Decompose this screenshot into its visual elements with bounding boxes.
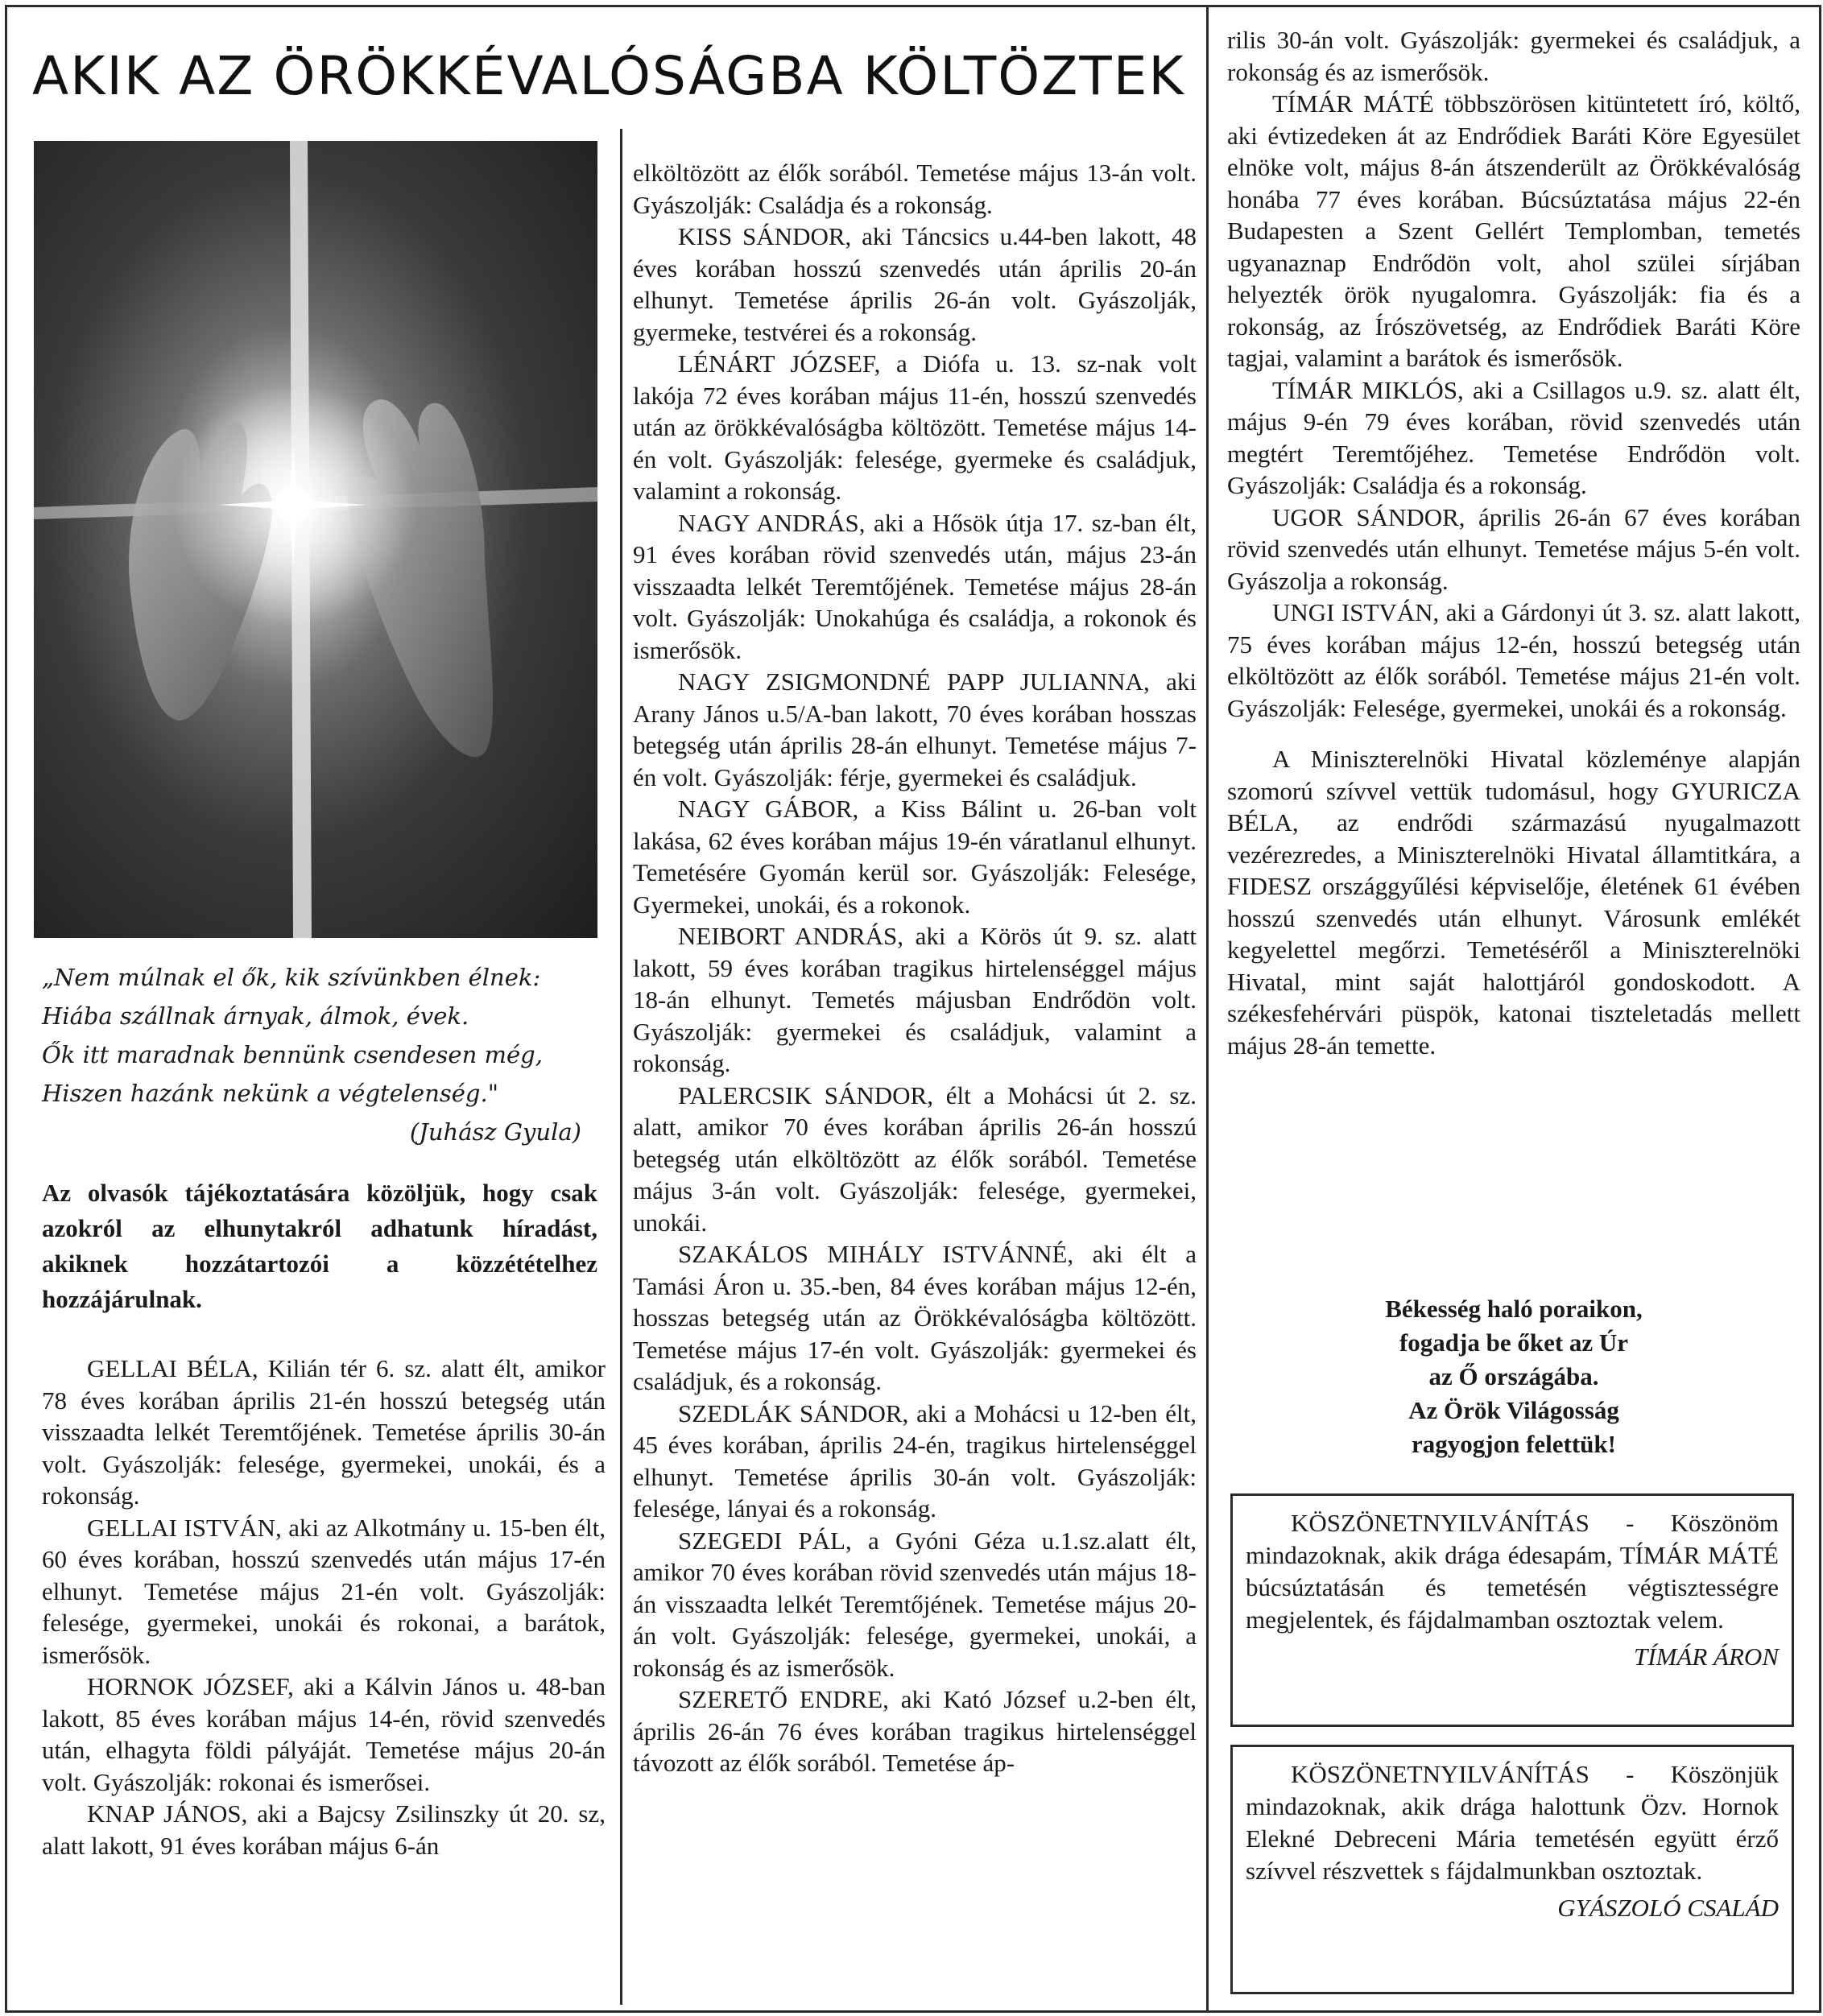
poem-author: (Juhász Gyula) (409, 1118, 581, 1146)
poem-line: Hiába szállnak árnyak, álmok, évek. (42, 1002, 469, 1030)
obituary-entry: SZERETŐ ENDRE, aki Kató József u.2-ben élt, április 26-án 76 éves korában tragikus hirtelenséggel távozott az élők sorából. Temetése áp- (633, 1685, 1197, 1777)
obituary-entry: GELLAI ISTVÁN, aki az Alkotmány u. 15-ben élt, 60 éves korában, hosszú szenvedés után május 17-én elhunyt. Temetése május 21-én volt. Gyászolják: felesége, gyermekei, unokái és rokonai, a barátok, ismerősök. (42, 1513, 606, 1669)
obituary-entry: TÍMÁR MIKLÓS, aki a Csillagos u.9. sz. alatt élt, május 9-én 79 éves korában, rövid szenvedés után megtért Teremtőjéhez. Temetése Endrődön volt. Gyászolják: Családja és a rokonság. (1227, 375, 1800, 499)
blessing-line: Az Örök Világosság (1408, 1396, 1619, 1424)
obituary-entry: KISS SÁNDOR, aki Táncsics u.44-ben lakott, 48 éves korában hosszú szenvedés után április 20-án elhunyt. Temetése április 26-án volt. Gyászolják, gyermeke, testvérei és a rokonság. (633, 222, 1197, 346)
thanks-signature: GYÁSZOLÓ CSALÁD (1557, 1894, 1779, 1922)
obituary-entry: UGOR SÁNDOR, április 26-án 67 éves korában rövid szenvedés után elhunyt. Temetése május 5-én volt. Gyászolja a rokonság. (1227, 502, 1800, 595)
obituary-column-2 (633, 157, 1197, 1779)
thanks-box-family (1230, 1745, 1794, 1994)
obituary-entry: SZAKÁLOS MIHÁLY ISTVÁNNÉ, aki élt a Tamási Áron u. 35.-ben, 84 éves korában május 12-én, hosszas betegség után az Örökkévalóságba költözött. Temetése május 17-én volt. Gyászolják: gyermekei és családjuk, és a rokonság. (633, 1240, 1197, 1395)
obituary-entry: NAGY GÁBOR, a Kiss Bálint u. 26-ban volt lakása, 62 éves korában május 19-én váratlanul elhunyt. Temetésére Gyomán kerül sor. Gyászolják: Felesége, Gyermekei, unokái, és a rokonok. (633, 795, 1197, 919)
blessing-line: fogadja be őket az Úr (1399, 1328, 1629, 1357)
obituary-entry: NAGY ANDRÁS, aki a Hősök útja 17. sz-ban élt, 91 éves korában rövid szenvedés után, május 23-án visszaadta lelkét Teremtőjének. Temetése május 28-án volt. Gyászolják: Unokahúga és családja, a rokonok és ismerősök. (633, 508, 1197, 664)
obituary-entry: NAGY ZSIGMONDNÉ PAPP JULIANNA, aki Arany János u.5/A-ban lakott, 70 éves korában hosszas betegség után április 28-án elhunyt. Temetése május 7-én volt. Gyászolják: férje, gyermekei és családjuk. (633, 667, 1197, 791)
farewell-blessing (1227, 1292, 1800, 1461)
page-title: AKIK AZ ÖRÖKKÉVALÓSÁGBA KÖLTÖZTEK (32, 45, 1185, 107)
spacer (1227, 724, 1800, 743)
announcement: A Miniszterelnöki Hivatal közleménye alapján szomorú szívvel vettük tudomásul, hogy GYURICZA BÉLA, az endrődi származású nyugalmazott vezérezredes, a Miniszterelnöki Hivatal államtitkára, a FIDESZ országgyűlési képviselője, életének 61 évében hosszú szenvedés után elhunyt. Városunk emlékét kegyelettel megőrzi. Temetéséről a Miniszterelnöki Hivatal, mint saját halottjáról gondoskodott. A székesfehérvári püspök, katonai tiszteletadás mellett május 28-án temette. (1227, 745, 1800, 1060)
poem (42, 958, 597, 1151)
obituary-entry: KNAP JÁNOS, aki a Bajcsy Zsilinszky út 20. sz, alatt lakott, 91 éves korában május 6-án (42, 1799, 606, 1860)
blessing-line: ragyogjon felettük! (1412, 1430, 1616, 1458)
obituary-entry: SZEDLÁK SÁNDOR, aki a Mohácsi u 12-ben élt, 45 éves korában, április 24-én, tragikus hirtelenséggel elhunyt. Temetése április 30-án volt. Gyászolják: felesége, lányai és a rokonság. (633, 1398, 1197, 1522)
obituary-entry: TÍMÁR MÁTÉ többszörösen kitüntetett író, költő, aki évtizedeken át az Endrődiek Baráti Köre Egyesület elnöke volt, május 8-án átszenderült az Örökkévalóság honába 77 éves korában. Búcsúztatása május 22-én Budapesten a Szent Gellért Templomban, temetés ugyanaznap Endrődön volt, ahol szülei sírjában helyezték örök nyugalomra. Gyászolják: fia és a rokonság, az Írószövetség, az Endrődiek Baráti Köre tagjai, valamint a barátok és ismerősök. (1227, 89, 1800, 372)
obituary-entry: SZEGEDI PÁL, a Gyóni Géza u.1.sz.alatt élt, amikor 70 éves korában rövid szenvedés után május 18-án visszaadta lelkét Teremtőjének. Temetése május 20-án volt. Gyászolják: felesége, gyermekei, unokái, a rokonság és az ismerősök. (633, 1526, 1197, 1682)
obituary-entry: LÉNÁRT JÓZSEF, a Diófa u. 13. sz-nak volt lakója 72 éves korában május 11-én, hosszú szenvedés után az örökkévalóságba költözött. Temetése május 14-én volt. Gyászolják: felesége, gyermeke és családjuk, valamint a rokonság. (633, 349, 1197, 505)
poem-line: Hiszen hazánk nekünk a végtelenség." (42, 1080, 499, 1107)
column-divider (620, 129, 622, 2005)
thanks-text: KÖSZÖNETNYILVÁNÍTÁS - Köszönjük mindazoknak, akik drága halottunk Özv. Hornok Elekné Debreceni Mária temetésén együtt érző szívvel részvettek s fájdalmunkban osztoztak. (1246, 1760, 1779, 1885)
thanks-signature: TÍMÁR ÁRON (1634, 1642, 1779, 1671)
obituary-entry: HORNOK JÓZSEF, aki a Kálvin János u. 48-ban lakott, 85 éves korában május 14-én, rövid szenvedés után, elhagyta földi pályáját. Temetése május 20-án volt. Gyászolják: rokonai és ismerősei. (42, 1672, 606, 1796)
obituary-column-3 (1227, 24, 1800, 1061)
obituary-column-1 (42, 1353, 606, 1861)
obituary-entry: UNGI ISTVÁN, aki a Gárdonyi út 3. sz. alatt lakott, 75 éves korában május 12-én, hosszú betegség után elköltözött az élők sorából. Temetése május 21-én volt. Gyászolják: Felesége, gyermekei, unokái és a rokonság. (1227, 598, 1800, 722)
obituary-entry: NEIBORT ANDRÁS, aki a Körös út 9. sz. alatt lakott, 59 éves korában tragikus hirtelenséggel május 18-án elhunyt. Temetés májusban Endrődön volt. Gyászolják: gyermekei és családjuk, valamint a rokonság. (633, 922, 1197, 1077)
obituary-entry: GELLAI BÉLA, Kilián tér 6. sz. alatt élt, amikor 78 éves korában április 21-én hosszú betegség után visszaadta lelkét Teremtőjének. Temetése április 30-án volt. Gyászolják: felesége, gyermekei, unokái, és a rokonság. (42, 1354, 606, 1510)
poem-line: Ők itt maradnak bennünk csendesen még, (42, 1041, 543, 1068)
obituary-entry: elköltözött az élők sorából. Temetése május 13-án volt. Gyászolják: Családja és a rokonság. (633, 159, 1197, 219)
blessing-line: az Ő országába. (1428, 1362, 1599, 1390)
reader-notice: Az olvasók tájékoztatására közöljük, hogy csak azokról az elhunytakról adhatunk híradást, akiknek hozzátartozói a közzétételhez hozzájárulnak. (42, 1179, 597, 1313)
thanks-box-timar (1230, 1493, 1794, 1727)
light-hands-icon (34, 141, 597, 938)
blessing-line: Békesség haló poraikon, (1385, 1295, 1643, 1323)
obituary-entry: rilis 30-án volt. Gyászolják: gyermekei és családjuk, a rokonság és az ismerősök. (1227, 26, 1800, 86)
thanks-text: KÖSZÖNETNYILVÁNÍTÁS - Köszönöm mindazoknak, akik drága édesapám, TÍMÁR MÁTÉ búcsúztatásán és temetésén végtisztességre megjelentek, és fájdalmamban osztoztak velem. (1246, 1509, 1779, 1634)
obituary-entry: PALERCSIK SÁNDOR, élt a Mohácsi út 2. sz. alatt, amikor 70 éves korában április 26-án hosszú betegség után elköltözött az élők sorából. Temetése május 3-án volt. Gyászolják: felesége, gyermekei, unokái. (633, 1080, 1197, 1237)
praying-hands-photo (34, 141, 597, 938)
poem-line: „Nem múlnak el ők, kik szívünkben élnek: (42, 964, 541, 991)
